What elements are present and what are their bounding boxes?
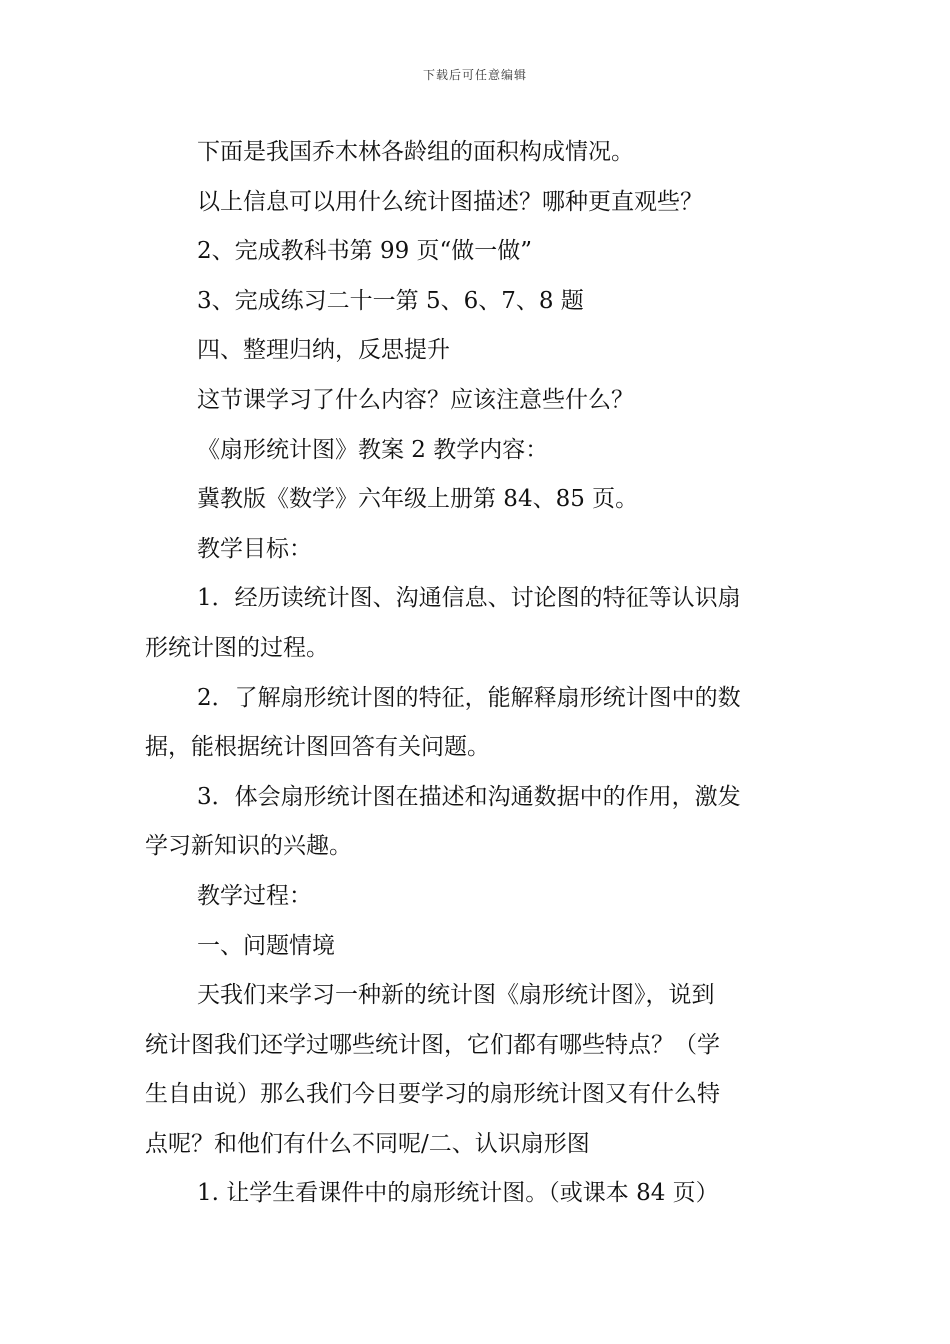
text-line: 教学过程： xyxy=(197,882,312,909)
text-line: 下面是我国乔木林各龄组的面积构成情况。 xyxy=(197,139,634,165)
text-line: 生自由说）那么我们今日要学习的扇形统计图又有什么特 xyxy=(145,1081,720,1108)
document-body xyxy=(145,128,810,1219)
text-line: 四、整理归纳，反思提升 xyxy=(197,337,450,364)
text-line: 点呢？和他们有什么不同呢/二、认识扇形图 xyxy=(145,1130,590,1157)
text-line: 3、完成练习二十一第 5、6、7、8 题 xyxy=(197,287,584,314)
text-line: 统计图我们还学过哪些统计图，它们都有哪些特点？（学 xyxy=(145,1031,720,1058)
text-line: 《扇形统计图》教案 2 教学内容： xyxy=(197,436,549,463)
text-line: 形统计图的过程。 xyxy=(145,634,329,661)
text-line: 1. 让学生看课件中的扇形统计图。（或课本 84 页） xyxy=(197,1180,719,1207)
text-line: 2．了解扇形统计图的特征，能解释扇形统计图中的数 xyxy=(197,684,741,711)
page-header: 下载后可任意编辑 xyxy=(422,68,527,82)
text-line: 以上信息可以用什么统计图描述？哪种更直观些？ xyxy=(197,188,703,215)
text-line: 2、完成教科书第 99 页“做一做” xyxy=(197,238,533,265)
text-line: 冀教版《数学》六年级上册第 84、85 页。 xyxy=(197,486,639,513)
text-line: 天我们来学习一种新的统计图《扇形统计图》，说到 xyxy=(197,982,715,1009)
text-line: 1．经历读统计图、沟通信息、讨论图的特征等认识扇 xyxy=(197,585,741,612)
text-line: 一、问题情境 xyxy=(197,932,335,959)
text-line: 学习新知识的兴趣。 xyxy=(145,833,352,860)
text-line: 教学目标： xyxy=(197,535,312,562)
text-line: 这节课学习了什么内容？应该注意些什么？ xyxy=(197,386,634,413)
text-line: 3．体会扇形统计图在描述和沟通数据中的作用，激发 xyxy=(197,783,741,810)
text-line: 据，能根据统计图回答有关问题。 xyxy=(145,734,490,761)
